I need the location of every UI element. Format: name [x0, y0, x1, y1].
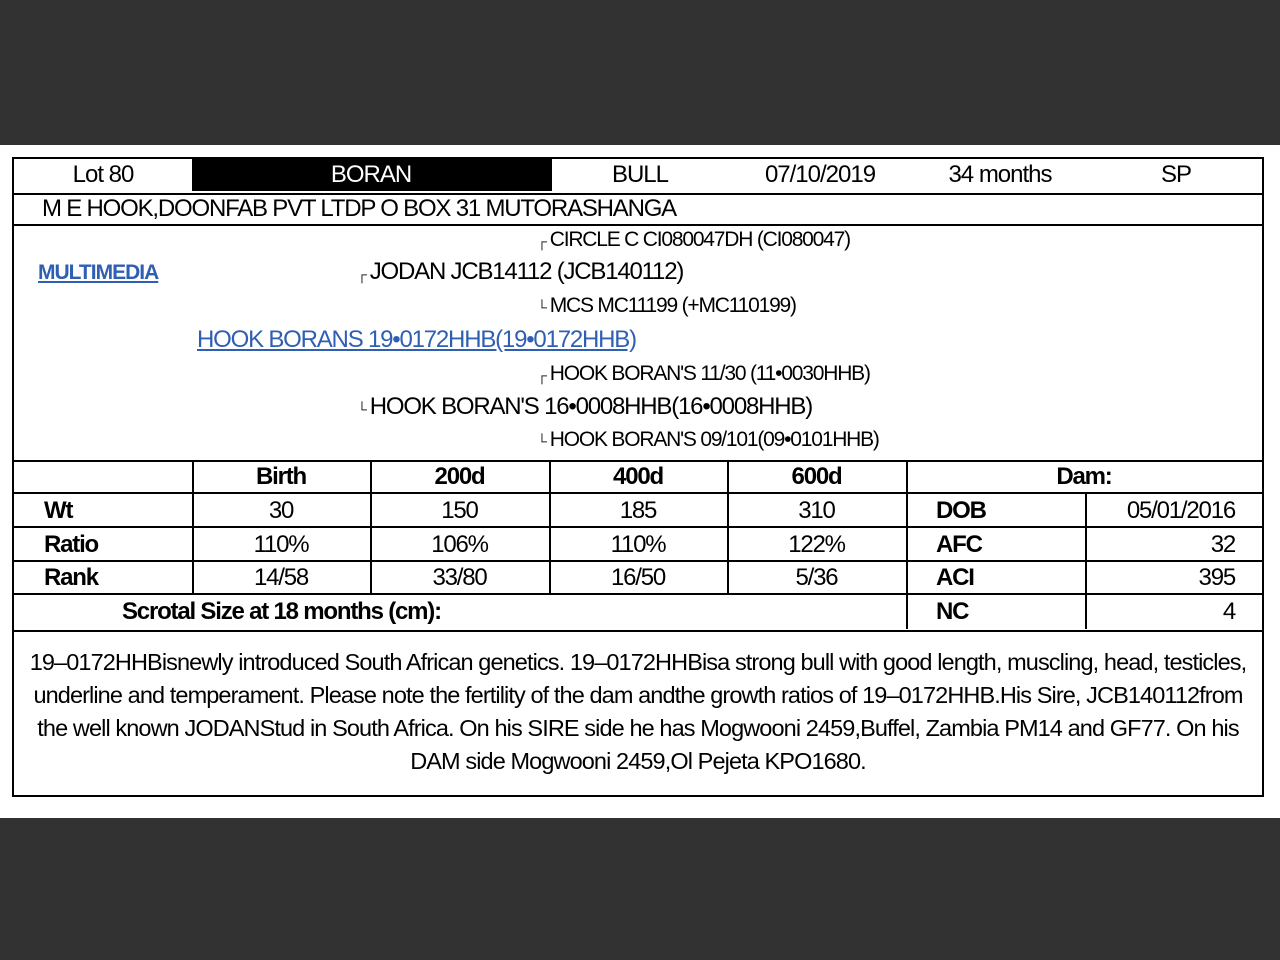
age-label: 34 months [948, 161, 1052, 188]
ratio-birth: 110% [253, 531, 309, 558]
pedigree-section [14, 226, 1262, 462]
row-label-rank: Rank [44, 564, 98, 591]
rank-200d: 33/80 [432, 564, 487, 591]
dam-header: Dam: [1056, 463, 1112, 490]
lot-number: Lot 80 [72, 161, 134, 188]
dam-name: HOOK BORAN'S 16•0008HHB(16•0008HHB) [369, 393, 812, 420]
owner-address: M E HOOK,DOONFAB PVT LTDP O BOX 31 MUTORASHANGA [14, 193, 1262, 226]
ratio-200d: 106% [431, 531, 488, 558]
dam-afc-label: AFC [936, 531, 982, 558]
col-header-600d: 600d [791, 463, 842, 490]
lot-sheet [0, 145, 1280, 818]
sire-entry [357, 258, 683, 286]
wt-400d: 185 [619, 497, 657, 524]
dam-afc-value: 32 [1210, 531, 1235, 558]
multimedia-link[interactable]: MULTIMEDIA [38, 261, 159, 284]
rank-400d: 16/50 [610, 564, 666, 591]
bracket-bottom-icon: └ [537, 299, 546, 315]
sire-dam-entry [537, 294, 796, 318]
rank-600d: 5/36 [795, 564, 838, 591]
col-header-200d: 200d [434, 463, 485, 490]
col-header-birth: Birth [256, 463, 306, 490]
dam-nc-label: NC [936, 598, 969, 625]
ratio-600d: 122% [788, 531, 845, 558]
dam-aci-label: ACI [936, 564, 974, 591]
scrotal-size-label: Scrotal Size at 18 months (cm): [122, 598, 441, 625]
bracket-top-icon: ┌ [537, 233, 546, 249]
dam-dob-label: DOB [936, 497, 986, 524]
wt-200d: 150 [441, 497, 478, 524]
ratio-400d: 110% [610, 531, 666, 558]
birth-date: 07/10/2019 [764, 161, 876, 188]
dam-aci-value: 395 [1198, 564, 1235, 591]
dam-sire-entry [537, 362, 870, 386]
sire-sire-name: CIRCLE C CI080047DH (CI080047) [549, 228, 850, 251]
dam-dob-value: 05/01/2016 [1126, 497, 1235, 524]
lot-card [12, 157, 1264, 797]
wt-600d: 310 [798, 497, 835, 524]
col-header-400d: 400d [613, 463, 663, 490]
performance-table [14, 460, 1262, 632]
animal-name-link[interactable]: HOOK BORANS 19•0172HHB(19•0172HHB) [197, 326, 636, 353]
dam-sire-name: HOOK BORAN'S 11/30 (11•0030HHB) [549, 362, 870, 385]
row-label-wt: Wt [44, 497, 73, 524]
dam-dam-name: HOOK BORAN'S 09/101(09•0101HHB) [549, 428, 879, 451]
bracket-bottom-icon: └ [357, 401, 366, 417]
sire-sire-entry [537, 228, 850, 252]
rank-birth: 14/58 [253, 564, 309, 591]
row-label-ratio: Ratio [44, 531, 99, 558]
bracket-top-icon: ┌ [357, 266, 366, 282]
breed-label: BORAN [192, 159, 550, 191]
sire-name: JODAN JCB14112 (JCB140112) [369, 258, 684, 285]
dam-nc-value: 4 [1222, 598, 1235, 625]
sex-label: BULL [611, 161, 669, 188]
lot-header-row [14, 159, 1262, 195]
dam-dam-entry [537, 428, 879, 452]
bracket-top-icon: ┌ [537, 367, 546, 383]
header-divider [550, 159, 552, 191]
lot-description: 19–0172HHBisnewly introduced South African genetics. 19–0172HHBisa strong bull with good length, muscling, head, testicles, underline and temperament. Please note the fertility of the dam andthe growth ratios of 19–0172HHB.His Sire, JCB140112from the well known JODANStud in South Africa. On his SIRE side he has Mogwooni 2459,Buffel, Zambia PM14 and GF77. On his DAM side Mogwooni 2459,Ol Pejeta KPO1680. [29, 649, 1247, 774]
sire-dam-name: MCS MC11199 (+MC110199) [549, 294, 796, 317]
code-label: SP [1160, 161, 1191, 188]
wt-birth: 30 [268, 497, 294, 524]
bracket-bottom-icon: └ [537, 433, 546, 449]
dam-entry [357, 393, 812, 421]
